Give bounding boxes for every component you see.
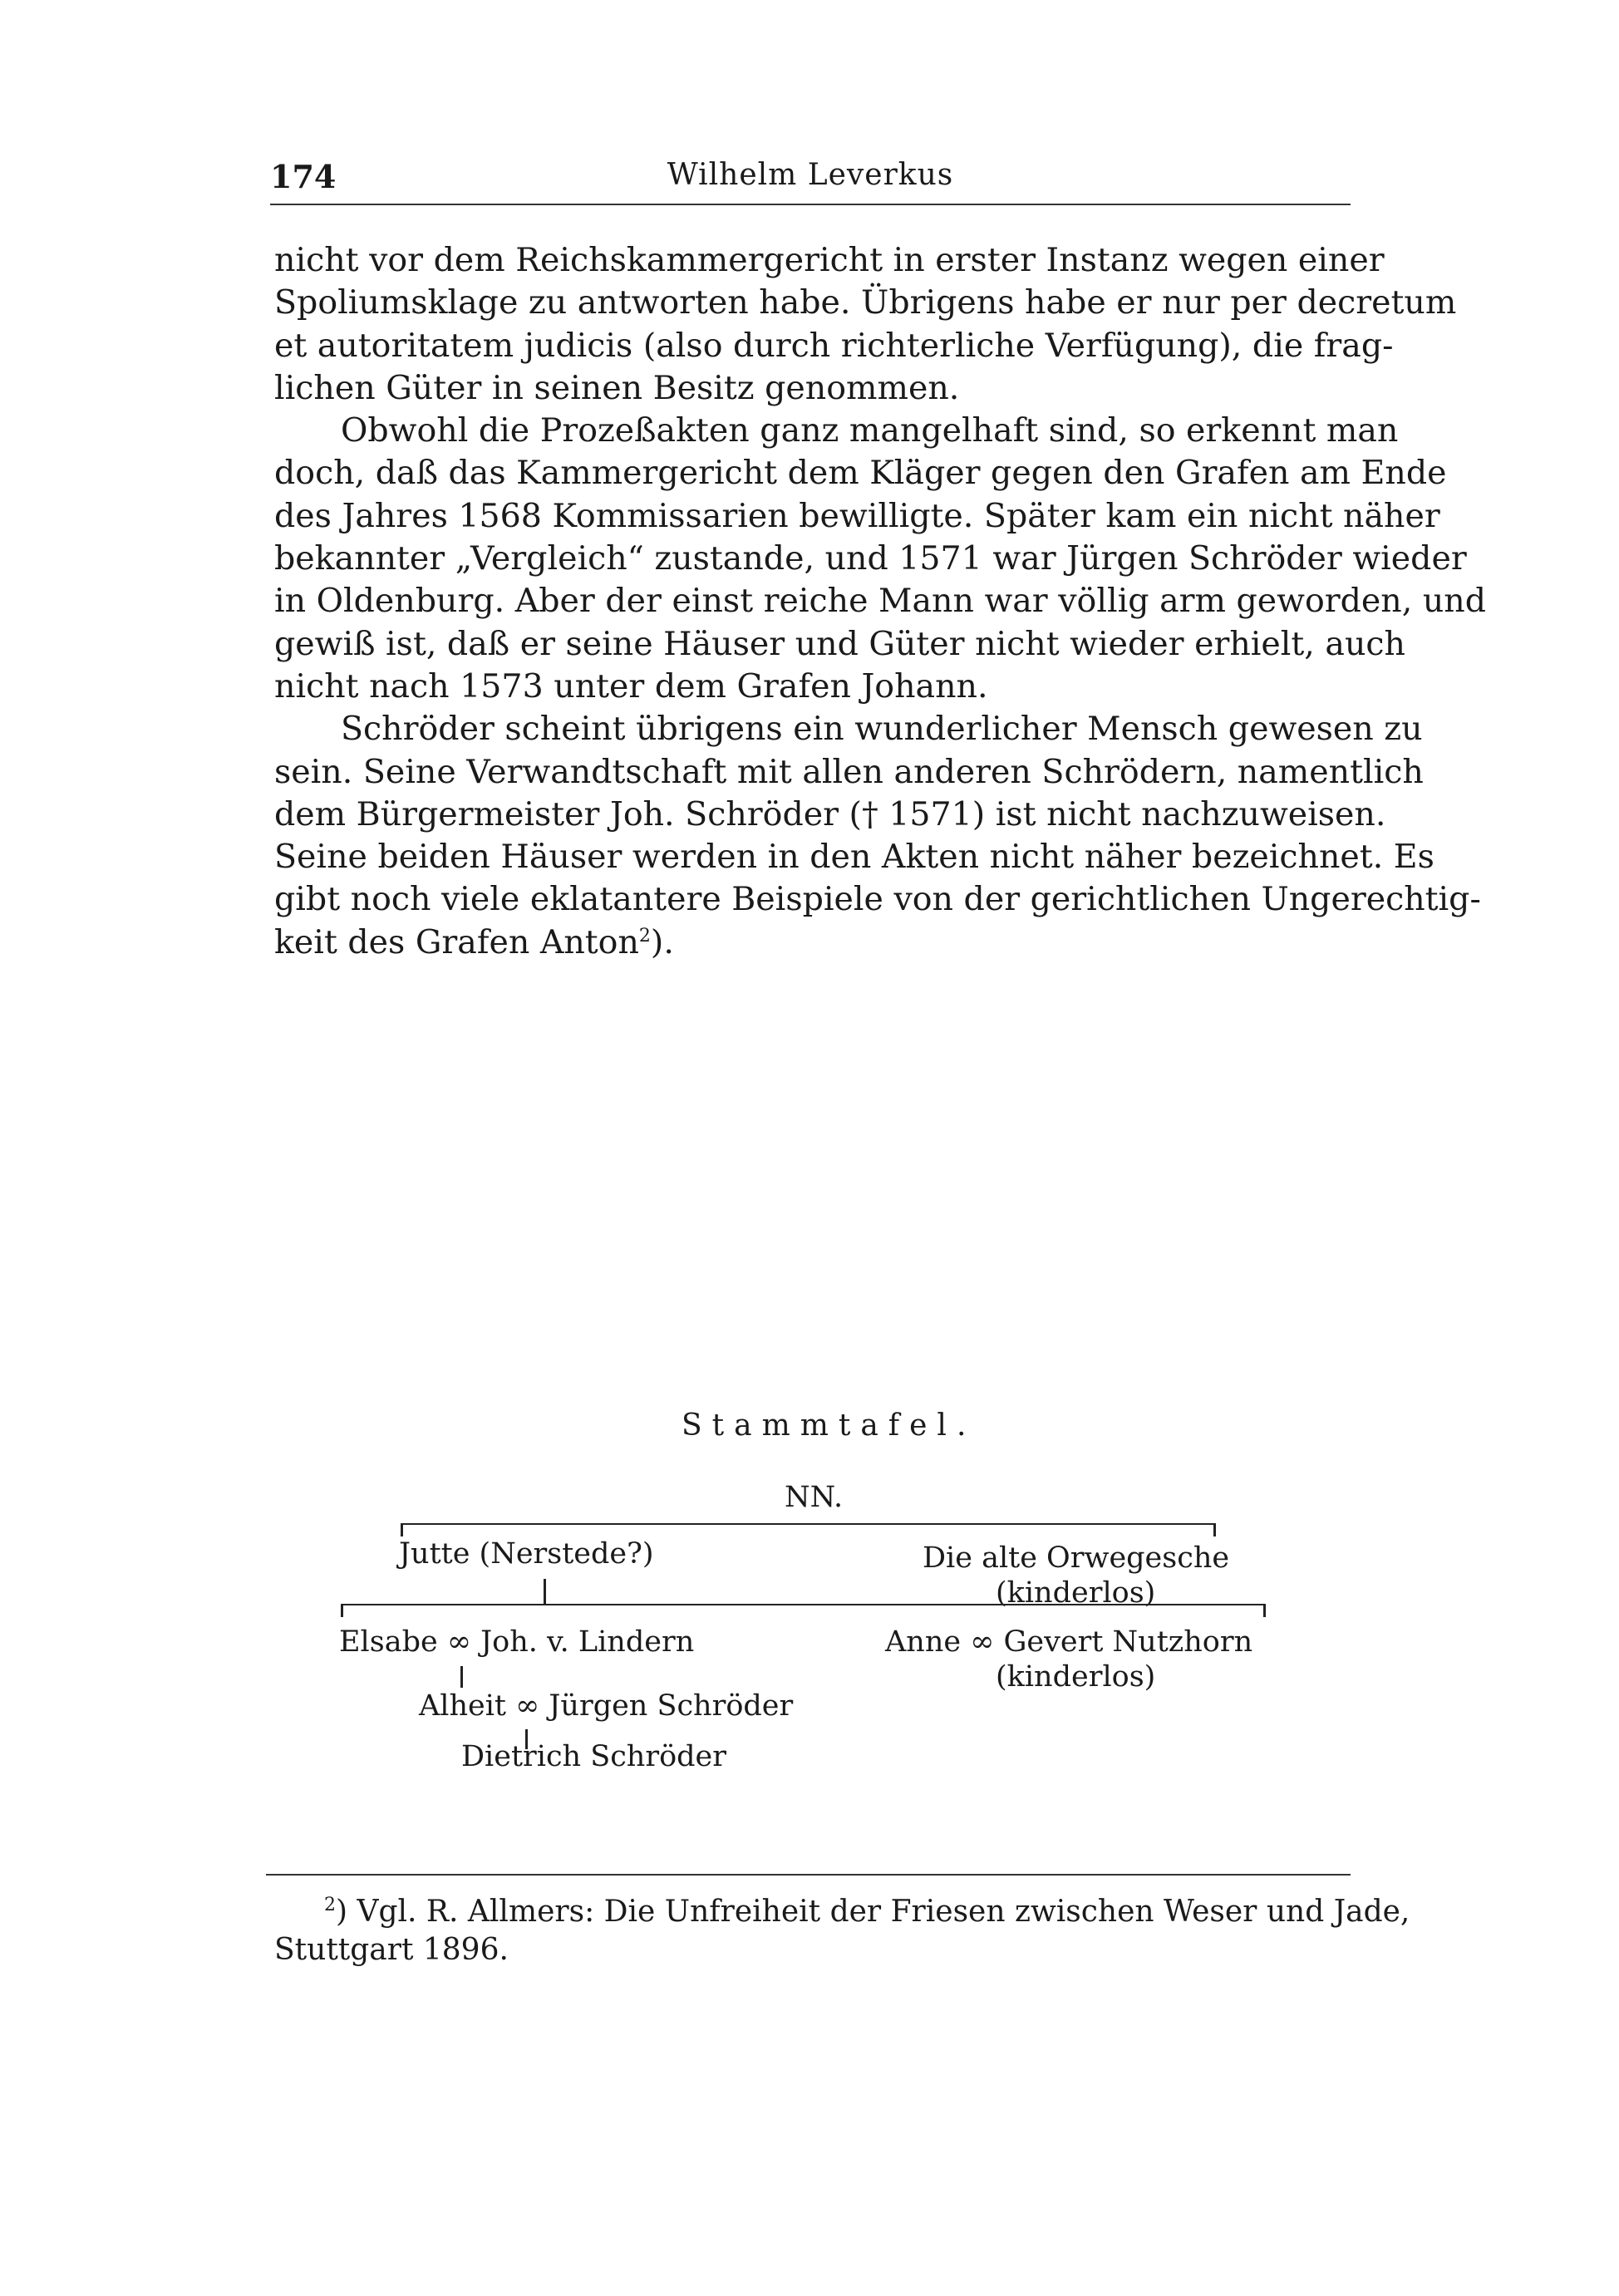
body-line-text: keit des Grafen Anton xyxy=(274,922,639,961)
tree-line-generation-1 xyxy=(401,1523,1215,1525)
body-line-last xyxy=(274,922,1350,964)
footnote xyxy=(274,1893,1410,1969)
footnote-marker: 2 xyxy=(324,1895,336,1915)
body-line: bekannter „Vergleich“ zustande, und 1571 war Jürgen Schröder wieder xyxy=(274,539,1467,578)
footnote-line: Stuttgart 1896. xyxy=(274,1933,509,1967)
tree-node-anne-note: (kinderlos) xyxy=(996,1660,1156,1694)
tree-connector xyxy=(1263,1604,1266,1617)
body-line: doch, daß das Kammergericht dem Kläger gegen den Grafen am Ende xyxy=(274,454,1447,493)
body-line: in Oldenburg. Aber der einst reiche Mann war völlig arm geworden, und xyxy=(274,582,1487,621)
body-line: et autoritatem judicis (also durch richterliche Verfügung), die frag- xyxy=(274,326,1394,365)
body-line: lichen Güter in seinen Besitz genommen. xyxy=(274,368,960,407)
body-line: Obwohl die Prozeßakten ganz mangelhaft sind, so erkennt man xyxy=(341,411,1399,450)
tree-node-orwegesche-note: (kinderlos) xyxy=(996,1576,1156,1610)
body-text xyxy=(274,239,1487,964)
body-line: des Jahres 1568 Kommissarien bewilligte. Später kam ein nicht näher xyxy=(274,496,1440,535)
body-line: dem Bürgermeister Joh. Schröder († 1571) ist nicht nachzuweisen. xyxy=(274,794,1386,833)
body-line: Seine beiden Häuser werden in den Akten nicht näher bezeichnet. Es xyxy=(274,838,1434,877)
footnote-rule xyxy=(266,1874,1351,1876)
page-header xyxy=(270,158,1351,199)
tree-connector xyxy=(544,1579,546,1604)
footnote-text: ) Vgl. R. Allmers: Die Unfreiheit der Friesen zwischen Weser und Jade, xyxy=(336,1895,1410,1929)
footnote-reference: 2 xyxy=(638,925,651,946)
footnote-line xyxy=(274,1893,1410,1931)
tree-connector xyxy=(401,1523,403,1536)
family-tree-title: Stammtafel. xyxy=(682,1409,977,1443)
tree-connector xyxy=(341,1604,343,1617)
body-line: sein. Seine Verwandtschaft mit allen anderen Schrödern, namentlich xyxy=(274,752,1424,791)
tree-node-dietrich: Dietrich Schröder xyxy=(461,1740,726,1773)
tree-node-alheit: Alheit ∞ Jürgen Schröder xyxy=(419,1689,794,1723)
body-line: gewiß ist, daß er seine Häuser und Güter nicht wieder erhielt, auch xyxy=(274,624,1405,663)
tree-node-elsabe: Elsabe ∞ Joh. v. Lindern xyxy=(339,1625,695,1659)
body-line: nicht nach 1573 unter dem Grafen Johann. xyxy=(274,666,988,706)
tree-connector xyxy=(1213,1523,1216,1536)
body-line: Spoliumsklage zu antworten habe. Übrigens habe er nur per decretum xyxy=(274,283,1457,322)
tree-root-nn: NN. xyxy=(785,1481,844,1514)
tree-line-generation-2 xyxy=(341,1604,1265,1605)
page-number: 174 xyxy=(270,158,337,195)
header-rule xyxy=(270,204,1351,205)
tree-connector xyxy=(460,1666,463,1688)
body-line: Schröder scheint übrigens ein wunderlicher Mensch gewesen zu xyxy=(341,710,1423,749)
body-line: gibt noch viele eklatantere Beispiele von der gerichtlichen Ungerechtig- xyxy=(274,880,1481,919)
tree-node-orwegesche: Die alte Orwegesche xyxy=(923,1541,1230,1575)
tree-node-anne: Anne ∞ Gevert Nutzhorn xyxy=(885,1625,1253,1659)
running-title: Wilhelm Leverkus xyxy=(667,158,954,192)
tree-node-jutte: Jutte (Nerstede?) xyxy=(399,1537,654,1571)
body-line: nicht vor dem Reichskammergericht in erster Instanz wegen einer xyxy=(274,241,1385,279)
body-line-suffix: ). xyxy=(650,922,674,961)
